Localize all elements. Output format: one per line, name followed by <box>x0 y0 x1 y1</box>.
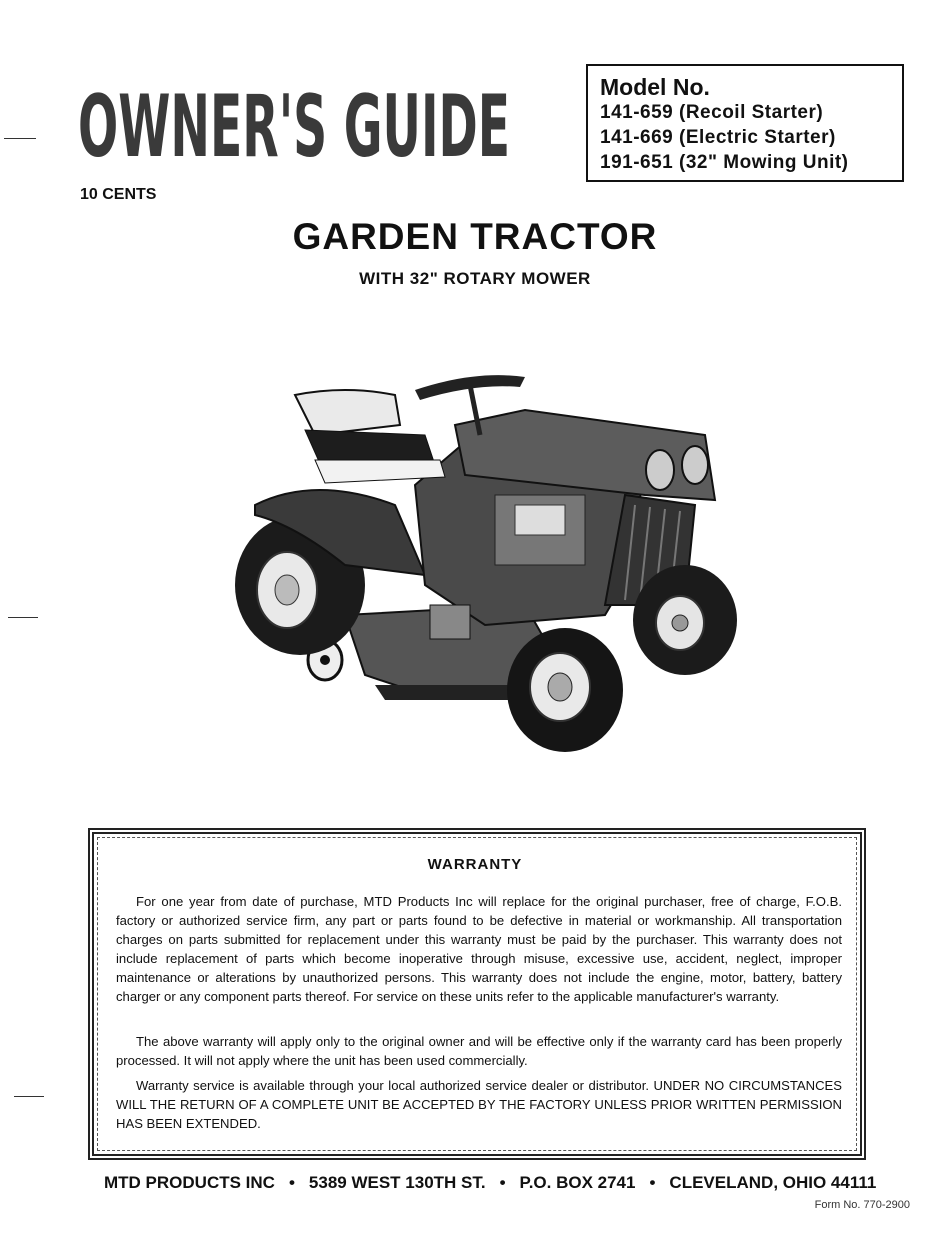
scan-mark <box>14 1096 44 1097</box>
company-address-footer <box>104 1173 876 1193</box>
garden-tractor-photo <box>225 365 755 755</box>
document-title: OWNER'S GUIDE <box>78 77 511 177</box>
warranty-paragraph: The above warranty will apply only to the original owner and will be effective only if the warranty card has been properly processed. It will not apply where the unit has been used commercially. <box>116 1034 842 1068</box>
product-subtitle: WITH 32" ROTARY MOWER <box>359 269 591 288</box>
city-address: CLEVELAND, OHIO 44111 <box>669 1173 877 1192</box>
scan-mark <box>8 617 38 618</box>
form-number: Form No. 770-2900 <box>814 1199 910 1211</box>
po-box: P.O. BOX 2741 <box>519 1173 636 1192</box>
model-line: 191-651 (32" Mowing Unit) <box>600 152 849 173</box>
scan-mark <box>4 138 36 139</box>
price-label: 10 CENTS <box>80 186 157 203</box>
model-line: 141-669 (Electric Starter) <box>600 127 836 148</box>
separator-bullet: • <box>649 1173 656 1192</box>
model-heading: Model No. <box>600 74 710 100</box>
warranty-paragraph: Warranty service is available through your local authorized service dealer or distributor. UNDER NO CIRCUMSTANCES WILL THE RETURN OF A COMPLETE UNIT BE ACCEPTED BY THE FACTORY UNLESS PRIOR WRITTEN PERMISSION HAS BEEN EXTENDED. <box>116 1078 842 1131</box>
warranty-title: WARRANTY <box>427 856 523 873</box>
model-number-box <box>586 64 904 182</box>
model-line: 141-659 (Recoil Starter) <box>600 102 824 123</box>
street-address: 5389 WEST 130TH ST. <box>308 1173 486 1192</box>
company-name: MTD PRODUCTS INC <box>104 1173 275 1192</box>
product-title: GARDEN TRACTOR <box>292 216 658 257</box>
warranty-paragraph: For one year from date of purchase, MTD Products Inc will replace for the original purchaser, free of charge, F.O.B. factory or authorized service firm, any part or parts found to be defective in material or workmanship. All transportation charges on parts submitted for replacement under this warranty must be paid by the purchaser. This warranty does not include replacement of parts which become inoperative through misuse, excessive use, accident, neglect, improper maintenance or alterations by unauthorized persons. This warranty does not include the engine, motor, battery, battery charger or any component parts thereof. For service on these units refer to the applicable manufacturer's warranty. <box>116 894 842 1004</box>
separator-bullet: • <box>288 1173 295 1192</box>
separator-bullet: • <box>499 1173 506 1192</box>
